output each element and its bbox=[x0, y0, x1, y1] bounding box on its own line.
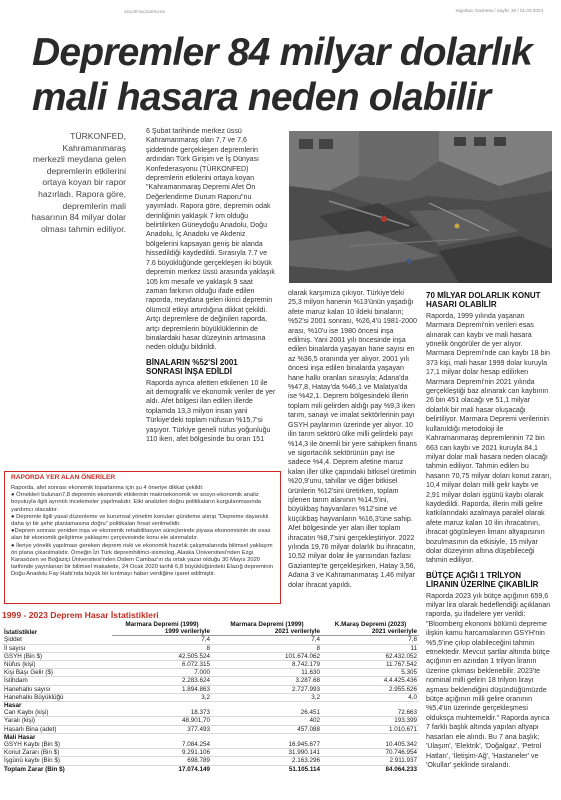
table-header: İstatistikler bbox=[4, 628, 38, 636]
table-cell: 11.767.542 bbox=[322, 661, 419, 669]
table-cell: 17.074.149 bbox=[178, 765, 210, 773]
table-cell: Toplam Zarar (Bin $) bbox=[4, 765, 65, 773]
col3-paragraph-1: Raporda, 1999 yılında yaşanan Marmara Depremi'nin verileri esas alınarak can kaybı ve mali hasara yönelik öngörüler de yer alıyor. Marmara Depremi'nde can kaybı 18 bin 373 kişi, mali hasar 1999 dolar kuruyla 17,1 milyar dolar hesap edilirken Marmara Depremi'nin 2021 yılında gerçekleştiği baz alınarak can kaybının 26 bin 451 olacağı ve 51,1 milyar dolarlık bir mali hasar oluşacağı belirtiliyor. Marmara Depremi verilerinin kullanıldığı metodoloji ile Kahramanmaraş depremlerinin 72 bin 663 can kaybı ve 2021 kuruyla 84,1 milyar dolar mali hasara neden olacağı tahmin ediliyor. Tahmin edilen bu hasarın 70,75 milyar doları konut zararı, 10,4 milyar doları milli gelir kaybı ve 2,91 milyar doları işgünü kaybı olarak kaydedildi. Raporda, illerin milli gelire katkılarındaki azalmaya paralel olarak afete maruz kalan 10 ilin ihracatının, ihracat gögüsleyen limanı altyapısının bozulmasının da etkisiyle, 15 milyar dolar düzeyinin altına düşebileceği tahmin ediliyor. bbox=[426, 311, 552, 565]
table-cell: 6.072.315 bbox=[112, 661, 212, 669]
table-cell: GSYH (Bin $) bbox=[2, 652, 112, 660]
table-cell: 457.088 bbox=[212, 725, 322, 733]
table-cell: Hanehalkı Büyüklüğü bbox=[2, 693, 112, 701]
col3-subheading-1: 70 MİLYAR DOLARLIK KONUT HASARI OLABİLİR bbox=[426, 291, 541, 310]
table-cell: 2.955.626 bbox=[322, 685, 419, 693]
table-row bbox=[2, 749, 419, 757]
masthead-logo: SİGORTACIDERGİSİ bbox=[124, 9, 166, 14]
table-row bbox=[2, 741, 419, 749]
table-cell bbox=[212, 702, 322, 710]
table-cell: Nüfus (kişi) bbox=[2, 661, 112, 669]
table-cell: 7,4 bbox=[212, 636, 322, 644]
table-cell: 377.493 bbox=[112, 725, 212, 733]
table-cell bbox=[112, 702, 212, 710]
table-cell: Hasarlı Bina (adet) bbox=[2, 725, 112, 733]
article-column-2 bbox=[288, 289, 418, 591]
col3-paragraph-2: Raporda 2023 yılı bütçe açığının 659,6 milyar lira olarak hedeflendiği açıklanan raporda, şu ifadelere yer verildi: "Bloomberg ekonomi bölümü depreme ilişkin kamu harcamalarının GSYH'nin %5,5'ine çıkıp olabileceğini tahmin etmektedir. Mevcut şartlar altında bütçe açığının en azından 1 trilyon liranın üzerine çıkması beklenebilir. 2023'te nominal milli gelirin 18 trilyon lirayı aşması beklendiğini düşündüğümüzde bütçe açığının milli gelire oranının %5,4'ün üzerinde gerçekleşmesi olduksça muhtemeldir." Raporda ayrıca 7 farklı başlık altında yapılan altyapı hasarları ele alındı. Bu 7 ana başlık; 'Ulaşım', 'Elektrik', 'Doğalgaz', 'Petrol Hatları', 'İletişim-Ağ', 'Hastaneler' ve 'Okullar' şeklinde sıralandı. bbox=[426, 591, 551, 769]
table-cell: 7,4 bbox=[112, 636, 212, 644]
table-cell: 2.911.937 bbox=[322, 757, 419, 765]
table-cell: İşgünü kaybı (Bin $) bbox=[2, 757, 112, 765]
headline: Depremler 84 milyar dolarlık mali hasara neden olabilir bbox=[32, 31, 533, 119]
article-column-1 bbox=[146, 127, 276, 445]
table-section-row bbox=[2, 702, 419, 710]
table-cell bbox=[322, 702, 419, 710]
col2-paragraph-1: olarak karşımıza çıkıyor. Türkiye'deki 25,3 milyon hanenin %13'ünün yaşadığı afete maruz kalan 10 ildeki binaların; %52'si 2001 sonrası, %26,4'ü 1981-2000 arası, %10'u ise 1980 öncesi inşa edilmiş. Yani 2001 yılı öncesinde inşa edilen binalarda yaşayan hane sayısı en az %36,5 oranında yer alıyor. 2001 yılı öncesi inşa edilen binalarda yaşayan hane halkı oranları sırasıyla; Adana'da %47,8, Hatay'da %46,1 ve Malatya'da ise %42,1. Deprem bölgesindeki illerin toplam mili gelirden aldığı pay %9,3 iken tarım, sanayi ve imalat sektörlerinin payı GSYH paylarının üzerinde yer alıyor. 10 ilin tarım sektörü ülke milli gelirdeki payı %14,3 ile önemli bir yere sahipken finans ve sigortacılık sektörünün payı ise sadece %4,4. Deprem afetine maruz kalan iller ülke çapındaki bitkisel üretimin %20,9'unu, tahıllar ve diğer bitkisel ürünlerin %12'sini üretirken, toplam işlenen tarım alanının %14,5'ini, büyükbaş hayvanların %12'sine ve küçükbaş hayvanların %16,3'üne sahip. Afet bölgesinde yer alan iller toplam ihracatın %8,7'sini gerçekleştiriyor. 2022 yılında 19,76 milyar dolarlık bu ihracatın, 10,52 milyar dolar ile yarısından fazlası Gaziantep'te gerçekleşirken, Hatay 3,56, Adana 3 ve Kahramanmaraş 1,46 milyar dolar ihracat yapıldı. bbox=[288, 289, 417, 589]
table-row bbox=[2, 677, 419, 685]
recommendations-box bbox=[4, 471, 281, 604]
table-cell: 3,2 bbox=[112, 693, 212, 701]
stats-table bbox=[2, 621, 419, 773]
table-row bbox=[2, 661, 419, 669]
table-cell: Şiddet bbox=[2, 636, 112, 644]
table-subheader: 2021 verileriyle bbox=[212, 628, 322, 636]
table-cell: 1.010.671 bbox=[322, 725, 419, 733]
table-subheader: 2021 verileriyle bbox=[322, 628, 419, 636]
table-cell: 698.789 bbox=[112, 757, 212, 765]
table-cell: 2.163.296 bbox=[212, 757, 322, 765]
table-row bbox=[2, 685, 419, 693]
col1-paragraph-2: Raporda ayrıca afetten etkilenen 10 ile ait demografik ve ekonomik veriler de yer aldı. Afet bölgesi ilan edilen illerde toplamda 13,3 milyon insan yani Türkiye'deki toplam nüfusun %15,7'si yaşıyor. Türkiye geneli nüfus yoğunluğu 110 iken, afet bölgesinde bu oran 151 bbox=[146, 378, 276, 443]
table-cell: 8.742.179 bbox=[212, 661, 322, 669]
table-cell: 42.505.524 bbox=[112, 652, 212, 660]
table-cell: İstihdam bbox=[2, 677, 112, 685]
table-section-row bbox=[2, 733, 419, 741]
table-cell: 8 bbox=[112, 644, 212, 652]
table-cell: 31.990.141 bbox=[212, 749, 322, 757]
table-cell: 48.901,70 bbox=[112, 717, 212, 725]
table-row bbox=[2, 644, 419, 652]
table-cell: 4.4.425.436 bbox=[322, 677, 419, 685]
table-subheader: 1999 verileriyle bbox=[112, 628, 212, 636]
table-cell: Mali Hasar bbox=[4, 733, 36, 741]
table-cell: 9.291.106 bbox=[112, 749, 212, 757]
table-cell: Hanehalkı sayısı bbox=[2, 685, 112, 693]
table-cell: 7,8 bbox=[322, 636, 419, 644]
table-cell: 2.727.993 bbox=[212, 685, 322, 693]
table-row bbox=[2, 757, 419, 765]
table-cell: 7.084.254 bbox=[112, 741, 212, 749]
table-row bbox=[2, 652, 419, 660]
table-cell: Yaralı (kişi) bbox=[2, 717, 112, 725]
table-cell: 4,0 bbox=[322, 693, 419, 701]
recommendation-line: ● İleriye yönelik yapılması gereken deprem riski ve ekonomik hazırlık çalışmalarında bilimsel yaklaşım ön plana çıkarılmalıdır. Örneğin İzi Türk depremhilimci-sismolog, Alaska Üniversitesi'nden Ezgi Karasözen ve Boğaziçi Üniversitesi'nden Didem Cambaz'ın da ortak yazar olduğu 30 Mayıs 2020 tarihinde yayınlanan bir bilimsel makalede, 24 Ocak 2020 tarihli 6,8 büyüklüğündeki Elazığ depreminin Doğu Anadolu Fay Hattı'nda büyük bir kırılmayı haber verdiğine işaret edilmiştir. bbox=[11, 542, 273, 578]
table-header: Marmara Depremi (1999) bbox=[230, 621, 304, 628]
table-cell: 101.674.062 bbox=[212, 652, 322, 660]
recommendation-line: ● Örnekleri bulunan7,8 depremin ekonomik etkilerinin makroekonomik ve sosyo-ekonomik analiz boyutuyla ilgili ayrıntılı incelemeler yapılmalıdır. Etki analizleri doğru politikaların kurgulanmasında yardımcı olacaktır. bbox=[11, 492, 262, 513]
col1-paragraph-1: 6 Şubat tarihinde merkez üssü Kahramanmaraş olan 7,7 ve 7,6 şiddetinde gerçekleşen depremlerin ardından Türk Girişim ve İş Dünyası Konfederasyonu (TÜRKONFED) depremlerin etkilerini ortaya koyan "Kahramanmaraş Depremi Afet Ön Değerlendirme Durum Raporu"nu yayımladı. Rapora göre, depremin odak derinliğinin yaklaşık 7 km olduğu belirtilirken Güneydoğu Anadolu, Doğu Anadolu, İç Anadolu ve Akdeniz bölgelerini kapsayan geniş bir alanda hissedildiği kaydedildi. Sırasıyla 7.7 ve 7.6 büyüklüğünde gerçekleşen iki büyük depremin merkez üssü arasında yaklaşık 105 km mesafe ve yaklaşık 9 saat zaman farkının olduğu ifade edilen raporda, meydana gelen ikinci depremin ölümcül etkiyi artırdığına dikkat çekildi. Artçı depremlere de değinilen raporda, artçı depremlerin büyüklüklerinin de binalardaki hasar düzeyinin artmasına neden olduğu bildirildi. bbox=[146, 127, 275, 352]
table-cell: Can Kaybı (kişi) bbox=[2, 709, 112, 717]
stats-table-title: 1999 - 2023 Deprem Hasar İstatistikleri bbox=[2, 610, 159, 620]
table-header: K.Maraş Depremi (2023) bbox=[334, 621, 407, 628]
table-row bbox=[2, 636, 419, 644]
recommendation-line: Raporda, afet sonrası ekonomik toparlanma için şu 4 öneriye dikkat çekildi: bbox=[11, 485, 204, 491]
col1-subheading: BİNALARIN %52'Sİ 2001 SONRASI İNŞA EDİLDİ bbox=[146, 357, 238, 377]
table-row bbox=[2, 693, 419, 701]
table-cell: 72.663 bbox=[322, 709, 419, 717]
table-cell bbox=[212, 733, 322, 741]
table-cell: 18.373 bbox=[112, 709, 212, 717]
table-cell: Kişi Başı Gelir ($) bbox=[2, 669, 112, 677]
table-total-row bbox=[2, 765, 419, 773]
stats-table-body bbox=[2, 636, 419, 773]
article-column-3 bbox=[426, 291, 552, 771]
table-cell: 8 bbox=[212, 644, 322, 652]
table-row bbox=[2, 709, 419, 717]
earthquake-rubble-photo bbox=[289, 131, 552, 283]
table-cell: 51.105.114 bbox=[288, 765, 320, 773]
table-cell: Konut Zararı (Bin $) bbox=[2, 749, 112, 757]
masthead-meta: Sigortacı Gazetesi / Sayfa: 20 / 01.03.2023 bbox=[455, 8, 543, 13]
lead-paragraph: TÜRKONFED, Kahramanmaraş merkezli meydana gelen depremlerin etkilerini ortaya koyan bir rapor hazırladı. Rapora göre, depremlerin mali hasarının 84 milyar dolar olması tahmin ediliyor. bbox=[31, 131, 126, 234]
table-cell: İl sayısı bbox=[2, 644, 112, 652]
table-row bbox=[2, 717, 419, 725]
table-row bbox=[2, 725, 419, 733]
table-cell: 16.945.677 bbox=[212, 741, 322, 749]
table-cell: 11.630 bbox=[212, 669, 322, 677]
table-cell: GSYH Kaybı (Bin $) bbox=[2, 741, 112, 749]
recommendation-line: ● Depremle ilgili yasal düzenleme ve kurumsal yönetim konuları gündeme alınıp "Depreme dayanıklı daha iyi bir şehir planlamasına doğru" politikaları fırsat verilmelidir. bbox=[11, 513, 269, 528]
recommendations-body bbox=[11, 485, 277, 579]
table-cell: 1.894.863 bbox=[112, 685, 212, 693]
table-cell bbox=[112, 733, 212, 741]
table-cell: 2.283.624 bbox=[112, 677, 212, 685]
table-cell: 10.405.342 bbox=[322, 741, 419, 749]
table-cell: Hasar bbox=[4, 702, 22, 710]
table-row bbox=[2, 669, 419, 677]
table-cell bbox=[322, 733, 419, 741]
table-cell: 11 bbox=[322, 644, 419, 652]
table-cell: 5.305 bbox=[322, 669, 419, 677]
table-header: Marmara Depremi (1999) bbox=[125, 621, 199, 628]
recommendations-title: RAPORDA YER ALAN ÖNERİLER bbox=[11, 474, 116, 481]
recommendation-line: ●Deprem sonrası yeniden inşa ve ekonomik rehabilitasyon süreçlerinde piyasa ekonomisinin de esas alan bir ekonomik geliştirme yaklaşımı çerçevesinde konu ele alınmalıdır. bbox=[11, 528, 271, 542]
table-cell: 193.399 bbox=[322, 717, 419, 725]
rubble-illustration bbox=[289, 131, 552, 283]
table-cell: 70.746.954 bbox=[322, 749, 419, 757]
table-cell: 3.287.68 bbox=[212, 677, 322, 685]
table-cell: 7.000 bbox=[112, 669, 212, 677]
col3-subheading-2: BÜTÇE AÇIĞI 1 TRİLYON LİRANIN ÜZERİNE ÇIKABİLİR bbox=[426, 570, 539, 590]
table-cell: 62.432.052 bbox=[322, 652, 419, 660]
table-cell: 84.064.233 bbox=[385, 765, 417, 773]
table-cell: 402 bbox=[212, 717, 322, 725]
table-cell: 3,2 bbox=[212, 693, 322, 701]
table-cell: 26.451 bbox=[212, 709, 322, 717]
